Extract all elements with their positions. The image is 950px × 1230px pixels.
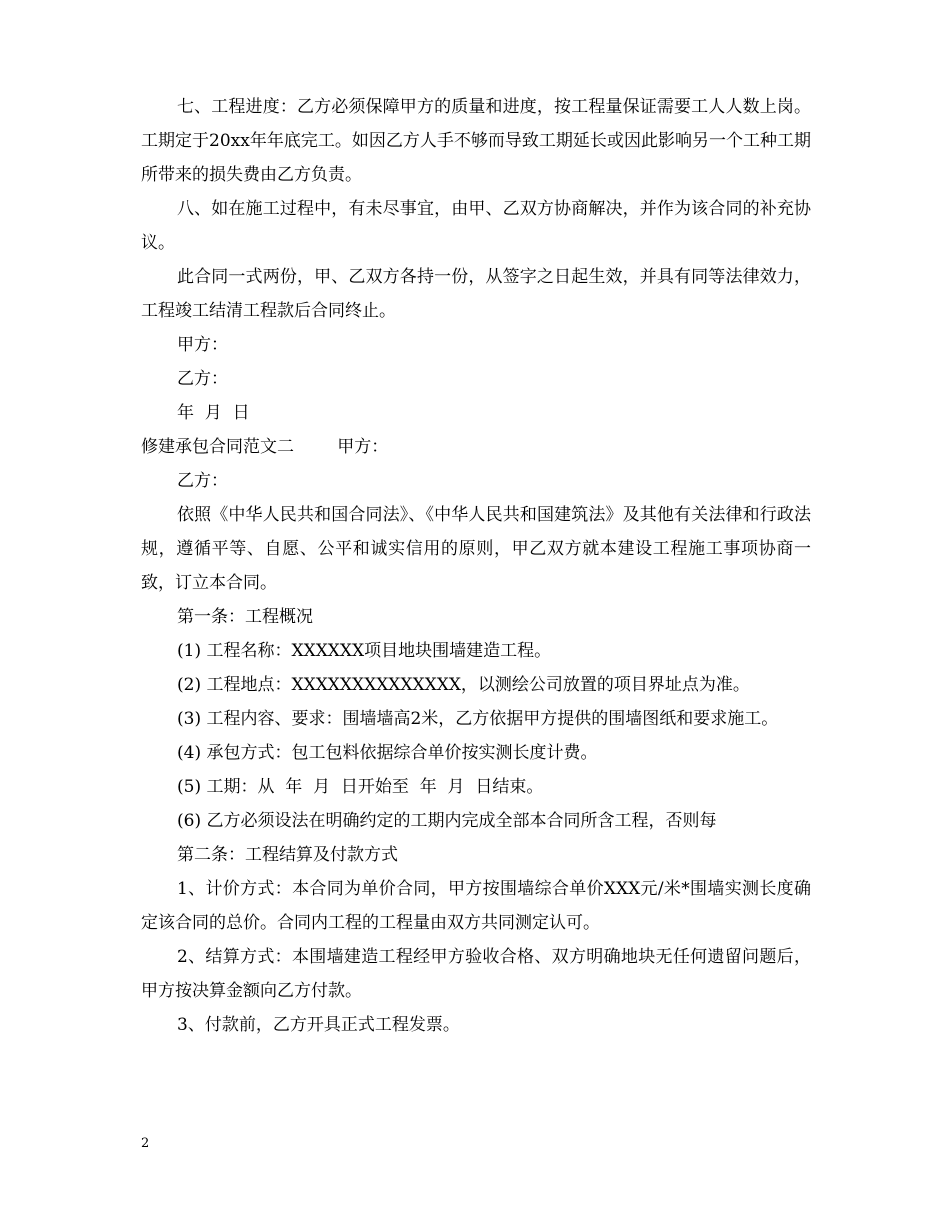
signature-line-party-b: 乙方： (177, 471, 228, 491)
paragraph: 八、如在施工过程中，有未尽事宜，由甲、乙双方协商解决，并作为该合同的补充协议。 (141, 199, 811, 253)
page-number: 2 (141, 1136, 150, 1151)
paragraph: 此合同一式两份，甲、乙双方各持一份，从签字之日起生效，并具有同等法律效力，工程竣工结清工程款后合同终止。 (141, 267, 811, 321)
list-item: (6) 乙方必须设法在明确约定的工期内完成全部本合同所含工程，否则每 (177, 811, 717, 831)
article-heading: 第一条：工程概况 (177, 607, 313, 627)
paragraph: 2、结算方式：本围墙建造工程经甲方验收合格、双方明确地块无任何遗留问题后，甲方按决算金额向乙方付款。 (141, 947, 811, 1001)
list-item: (5) 工期：从 年 月 日开始至 年 月 日结束。 (177, 777, 544, 797)
list-item: (1) 工程名称：XXXXXX项目地块围墙建造工程。 (177, 641, 552, 661)
document-body (141, 90, 811, 1042)
signature-line-party-b: 乙方： (177, 369, 228, 389)
paragraph: 3、付款前，乙方开具正式工程发票。 (177, 1015, 460, 1035)
list-item: (4) 承包方式：包工包料依据综合单价按实测长度计费。 (177, 743, 598, 763)
paragraph: 1、计价方式：本合同为单价合同，甲方按围墙综合单价XXX元/米*围墙实测长度确定该合同的总价。合同内工程的工程量由双方共同测定认可。 (141, 879, 811, 933)
section-heading: 修建承包合同范文二 甲方： (141, 437, 389, 457)
article-heading: 第二条：工程结算及付款方式 (177, 845, 398, 865)
list-item: (3) 工程内容、要求：围墙墙高2米，乙方依据甲方提供的围墙图纸和要求施工。 (177, 709, 779, 729)
list-item: (2) 工程地点：XXXXXXXXXXXXXX，以测绘公司放置的项目界址点为准。 (177, 675, 750, 695)
signature-line-party-a: 甲方： (177, 335, 228, 355)
date-line: 年 月 日 (177, 403, 250, 423)
paragraph: 依照《中华人民共和国合同法》、《中华人民共和国建筑法》及其他有关法律和行政法规，遵循平等、自愿、公平和诚实信用的原则，甲乙双方就本建设工程施工事项协商一致，订立本合同。 (141, 505, 811, 593)
paragraph: 七、工程进度：乙方必须保障甲方的质量和进度，按工程量保证需要工人人数上岗。工期定于20xx年年底完工。如因乙方人手不够而导致工期延长或因此影响另一个工种工期所带来的损失费由乙方负责。 (141, 97, 811, 185)
